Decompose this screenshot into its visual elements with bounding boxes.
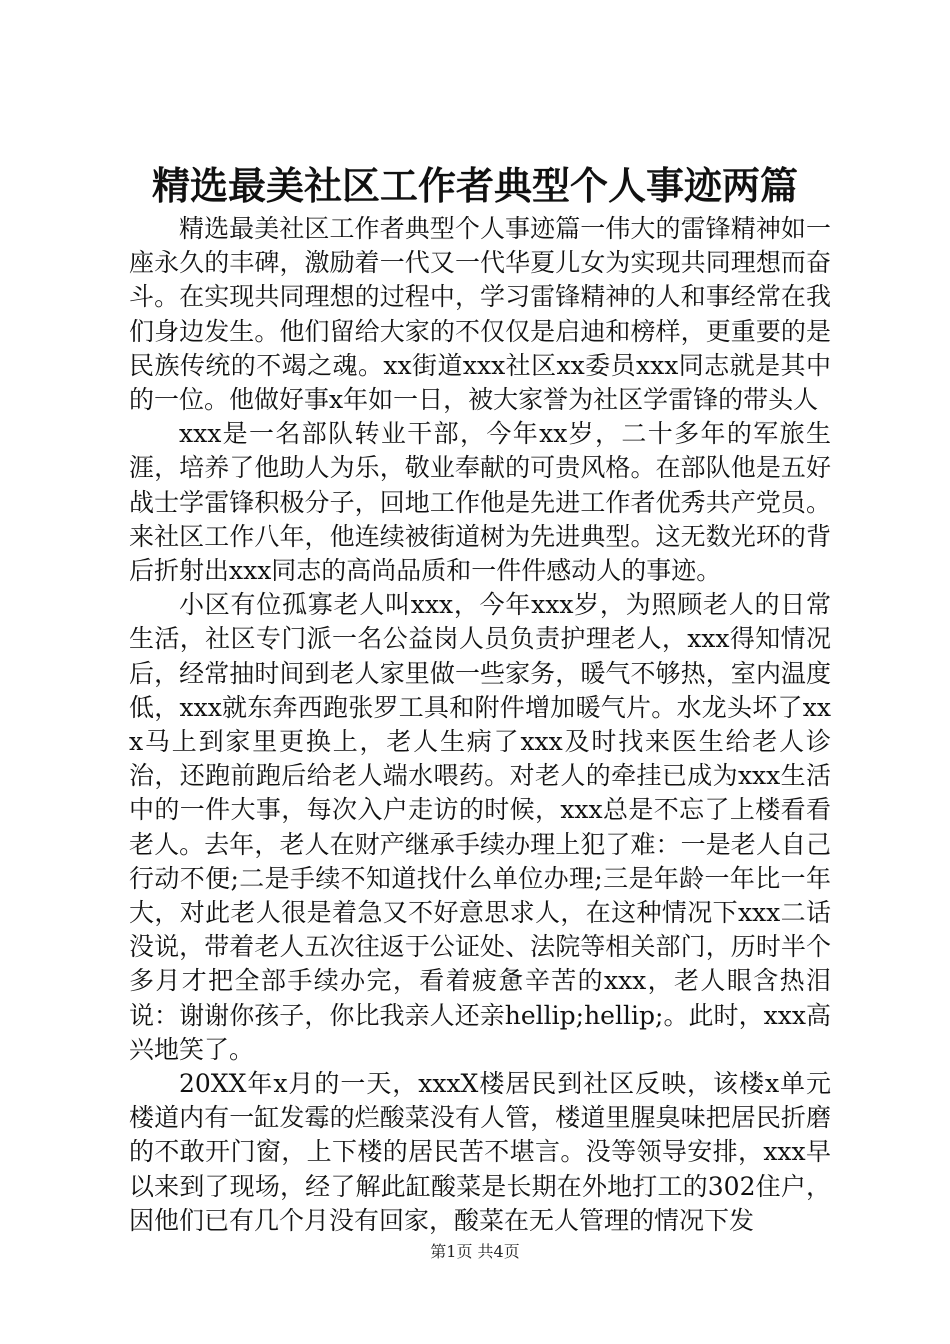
document-title: 精选最美社区工作者典型个人事迹两篇 [151,163,798,208]
paragraph-1: 精选最美社区工作者典型个人事迹篇一伟大的雷锋精神如一座永久的丰碑，激励着一代又一代华夏儿女为实现共同理想而奋斗。在实现共同理想的过程中，学习雷锋精神的人和事经常在我们身边发生。他们留给大家的不仅仅是启迪和榜样，更重要的是民族传统的不竭之魂。xx街道xxx社区xx委员xxx同志就是其中的一位。他做好事x年如一日，被大家誉为社区学雷锋的带头人 [129,214,831,415]
document-body [129,212,831,1238]
paragraph-4: 20XX年x月的一天，xxxX楼居民到社区反映，该楼x单元楼道内有一缸发霉的烂酸菜没有人管，楼道里腥臭味把居民折磨的不敢开门窗，上下楼的居民苦不堪言。没等领导安排，xxx早以来到了现场，经了解此缸酸菜是长期在外地打工的302住户，因他们已有几个月没有回家，酸菜在无人管理的情况下发 [129,1069,831,1235]
page-number-footer: 第1页 共4页 [430,1242,520,1261]
paragraph-3: 小区有位孤寡老人叫xxx，今年xxx岁，为照顾老人的日常生活，社区专门派一名公益岗人员负责护理老人，xxx得知情况后，经常抽时间到老人家里做一些家务，暖气不够热，室内温度低，xxx就东奔西跑张罗工具和附件增加暖气片。水龙头坏了xxx马上到家里更换上，老人生病了xxx及时找来医生给老人诊治，还跑前跑后给老人端水喂药。对老人的牵挂已成为xxx生活中的一件大事，每次入户走访的时候，xxx总是不忘了上楼看看老人。去年，老人在财产继承手续办理上犯了难：一是老人自己行动不便;二是手续不知道找什么单位办理;三是年龄一年比一年大，对此老人很是着急又不好意思求人，在这种情况下xxx二话没说，带着老人五次往返于公证处、法院等相关部门，历时半个多月才把全部手续办完，看着疲惫辛苦的xxx，老人眼含热泪说：谢谢你孩子，你比我亲人还亲hellip;hellip;。此时，xxx高兴地笑了。 [129,590,831,1064]
paragraph-2: xxx是一名部队转业干部，今年xx岁，二十多年的军旅生涯，培养了他助人为乐，敬业奉献的可贵风格。在部队他是五好战士学雷锋积极分子，回地工作他是先进工作者优秀共产党员。来社区工作八年，他连续被街道树为先进典型。这无数光环的背后折射出xxx同志的高尚品质和一件件感动人的事迹。 [129,419,831,586]
